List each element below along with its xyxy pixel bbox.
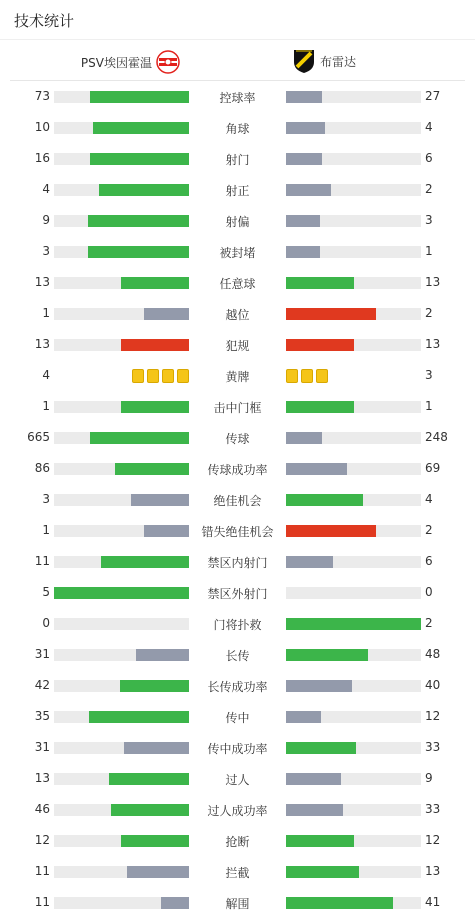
away-bar-fill <box>286 277 354 289</box>
away-value: 3 <box>425 213 433 227</box>
away-value: 33 <box>425 802 441 816</box>
home-bar-fill <box>124 742 189 754</box>
away-bar-fill <box>286 525 376 537</box>
home-bar-track <box>54 339 189 351</box>
away-bar-track <box>286 91 421 103</box>
home-bar-track <box>54 432 189 444</box>
away-bar-track <box>286 556 421 568</box>
stat-row <box>0 81 475 112</box>
home-bar-fill <box>90 153 189 165</box>
home-bar-track <box>54 680 189 692</box>
stat-label: 禁区外射门 <box>207 587 268 601</box>
home-bar-track <box>54 618 189 630</box>
home-bar-track <box>54 308 189 320</box>
stat-row <box>0 546 475 577</box>
away-bar-fill <box>286 494 363 506</box>
yellow-card-icon <box>147 369 159 383</box>
away-bar-fill <box>286 556 333 568</box>
home-bar-fill <box>121 339 189 351</box>
stat-row <box>0 422 475 453</box>
away-value: 33 <box>425 740 441 754</box>
away-bar-track <box>286 680 421 692</box>
away-bar-track <box>286 432 421 444</box>
away-bar-fill <box>286 339 354 351</box>
stat-label: 控球率 <box>219 91 256 105</box>
away-bar-track <box>286 246 421 258</box>
away-bar-track <box>286 184 421 196</box>
stat-row <box>0 608 475 639</box>
home-value: 73 <box>34 89 50 103</box>
yellow-card-icon <box>177 369 189 383</box>
away-value: 13 <box>425 864 441 878</box>
away-bar-fill <box>286 804 343 816</box>
away-bar-fill <box>286 618 421 630</box>
home-value: 11 <box>34 895 50 909</box>
home-value: 13 <box>34 275 50 289</box>
home-bar-track <box>54 711 189 723</box>
stat-row <box>0 763 475 794</box>
away-bar-track <box>286 122 421 134</box>
home-bar-fill <box>121 401 189 413</box>
home-bar-track <box>54 184 189 196</box>
home-bar-track <box>54 401 189 413</box>
away-bar-fill <box>286 153 322 165</box>
home-bar-track <box>54 556 189 568</box>
away-value: 2 <box>425 182 433 196</box>
stat-label: 传中 <box>225 711 250 725</box>
teams-header <box>10 40 465 81</box>
home-bar-fill <box>99 184 189 196</box>
stat-label: 抢断 <box>225 835 250 849</box>
away-bar-track <box>286 277 421 289</box>
away-bar-fill <box>286 122 325 134</box>
away-value: 6 <box>425 554 433 568</box>
away-value: 2 <box>425 616 433 630</box>
home-bar-fill <box>120 680 189 692</box>
stat-row <box>0 205 475 236</box>
away-bar-fill <box>286 215 320 227</box>
home-bar-fill <box>88 215 189 227</box>
away-bar-track <box>286 804 421 816</box>
away-bar-track <box>286 401 421 413</box>
home-bar-fill <box>88 246 189 258</box>
away-bar-track <box>286 215 421 227</box>
away-bar-track <box>286 711 421 723</box>
home-value: 9 <box>42 213 50 227</box>
away-value: 40 <box>425 678 441 692</box>
away-bar-track <box>286 339 421 351</box>
home-bar-track <box>54 525 189 537</box>
stat-row <box>0 112 475 143</box>
away-bar-track <box>286 587 421 599</box>
home-bar-track <box>54 91 189 103</box>
away-bar-track <box>286 308 421 320</box>
stat-label: 解围 <box>225 897 250 911</box>
stat-row <box>0 856 475 887</box>
home-bar-fill <box>89 711 189 723</box>
home-bar-track <box>54 866 189 878</box>
away-bar-track <box>286 494 421 506</box>
home-value: 42 <box>34 678 50 692</box>
home-bar-track <box>54 463 189 475</box>
stat-label: 传中成功率 <box>207 742 268 756</box>
stat-label: 传球 <box>225 432 250 446</box>
home-bar-fill <box>93 122 189 134</box>
home-bar-fill <box>161 897 189 909</box>
away-bar-track <box>286 897 421 909</box>
away-bar-fill <box>286 401 354 413</box>
away-bar-track <box>286 866 421 878</box>
away-value: 0 <box>425 585 433 599</box>
home-bar-track <box>54 246 189 258</box>
home-value: 665 <box>27 430 50 444</box>
stat-label: 门将扑救 <box>213 618 262 632</box>
yellow-card-icon <box>162 369 174 383</box>
home-value: 10 <box>34 120 50 134</box>
home-value: 1 <box>42 523 50 537</box>
away-bar-track <box>286 618 421 630</box>
home-bar-fill <box>111 804 189 816</box>
home-value: 5 <box>42 585 50 599</box>
stat-row <box>0 360 475 391</box>
away-bar-track <box>286 525 421 537</box>
home-bar-fill <box>144 308 189 320</box>
home-value: 35 <box>34 709 50 723</box>
stat-row <box>0 639 475 670</box>
away-bar-fill <box>286 897 393 909</box>
away-value: 248 <box>425 430 448 444</box>
stat-label: 绝佳机会 <box>213 494 262 508</box>
home-value: 11 <box>34 554 50 568</box>
yellow-card-icon <box>301 369 313 383</box>
home-team[interactable] <box>81 50 180 74</box>
stat-row <box>0 794 475 825</box>
home-bar-fill <box>136 649 189 661</box>
away-bar-track <box>286 835 421 847</box>
home-bar-track <box>54 835 189 847</box>
away-value: 9 <box>425 771 433 785</box>
away-bar-track <box>286 773 421 785</box>
home-value: 4 <box>42 368 50 382</box>
away-team[interactable] <box>292 48 356 74</box>
away-value: 2 <box>425 306 433 320</box>
away-bar-fill <box>286 866 359 878</box>
stat-row <box>0 236 475 267</box>
home-value: 1 <box>42 399 50 413</box>
stat-label: 长传成功率 <box>207 680 268 694</box>
stat-label: 传球成功率 <box>207 463 268 477</box>
stat-label: 过人成功率 <box>207 804 268 818</box>
stat-label: 长传 <box>225 649 250 663</box>
home-bar-track <box>54 494 189 506</box>
home-value: 31 <box>34 740 50 754</box>
away-value: 41 <box>425 895 441 909</box>
home-bar-track <box>54 649 189 661</box>
home-value: 11 <box>34 864 50 878</box>
stat-label: 错失绝佳机会 <box>201 525 274 539</box>
away-bar-fill <box>286 711 321 723</box>
home-value: 3 <box>42 244 50 258</box>
stat-row <box>0 515 475 546</box>
away-bar-track <box>286 463 421 475</box>
stat-label: 犯规 <box>225 339 250 353</box>
stat-label: 禁区内射门 <box>207 556 268 570</box>
header <box>0 0 475 40</box>
away-bar-fill <box>286 91 322 103</box>
away-bar-track <box>286 649 421 661</box>
stat-row <box>0 391 475 422</box>
away-bar-fill <box>286 463 347 475</box>
away-bar-fill <box>286 773 341 785</box>
home-bar-fill <box>90 432 189 444</box>
stat-label: 射偏 <box>225 215 250 229</box>
stat-label: 射正 <box>225 184 250 198</box>
home-bar-track <box>54 122 189 134</box>
stats-list <box>0 81 475 918</box>
home-value: 46 <box>34 802 50 816</box>
away-value: 1 <box>425 244 433 258</box>
home-bar-fill <box>109 773 189 785</box>
yellow-card-icon <box>316 369 328 383</box>
stat-row <box>0 143 475 174</box>
away-bar-fill <box>286 432 322 444</box>
stat-label: 被封堵 <box>219 246 256 260</box>
away-bar-fill <box>286 649 368 661</box>
home-bar-track <box>54 804 189 816</box>
home-bar-track <box>54 587 189 599</box>
home-value: 0 <box>42 616 50 630</box>
home-bar-fill <box>131 494 189 506</box>
away-value: 12 <box>425 833 441 847</box>
stat-row <box>0 267 475 298</box>
stat-row <box>0 732 475 763</box>
home-bar-fill <box>101 556 189 568</box>
away-value: 12 <box>425 709 441 723</box>
away-value: 3 <box>425 368 433 382</box>
stat-label: 角球 <box>225 122 250 136</box>
away-value: 1 <box>425 399 433 413</box>
stat-row <box>0 484 475 515</box>
home-yellow-cards <box>132 369 189 383</box>
away-value: 4 <box>425 120 433 134</box>
stat-label: 任意球 <box>219 277 256 291</box>
stat-label: 过人 <box>225 773 250 787</box>
away-bar-track <box>286 153 421 165</box>
home-value: 12 <box>34 833 50 847</box>
away-bar-track <box>286 742 421 754</box>
away-value: 2 <box>425 523 433 537</box>
home-value: 13 <box>34 337 50 351</box>
home-value: 31 <box>34 647 50 661</box>
stat-row <box>0 701 475 732</box>
stat-row <box>0 825 475 856</box>
stat-label: 黄牌 <box>225 370 250 384</box>
home-value: 16 <box>34 151 50 165</box>
home-team-name: PSV埃因霍温 <box>80 55 152 70</box>
home-bar-fill <box>121 277 189 289</box>
home-bar-fill <box>115 463 189 475</box>
page-title: 技术统计 <box>14 12 75 30</box>
home-value: 13 <box>34 771 50 785</box>
psv-logo-icon <box>156 50 180 74</box>
stat-label: 射门 <box>225 153 250 167</box>
yellow-card-icon <box>132 369 144 383</box>
away-bar-fill <box>286 742 356 754</box>
home-bar-fill <box>144 525 189 537</box>
home-value: 3 <box>42 492 50 506</box>
home-bar-track <box>54 742 189 754</box>
away-bar-fill <box>286 308 376 320</box>
away-bar-fill <box>286 246 320 258</box>
home-bar-track <box>54 215 189 227</box>
stat-label: 越位 <box>225 308 250 322</box>
home-bar-track <box>54 773 189 785</box>
away-yellow-cards <box>286 369 328 383</box>
stat-row <box>0 453 475 484</box>
home-bar-fill <box>54 587 189 599</box>
nac-breda-logo-icon <box>292 48 316 74</box>
stat-label: 拦截 <box>225 866 250 880</box>
stat-row <box>0 174 475 205</box>
stat-row <box>0 298 475 329</box>
away-value: 13 <box>425 337 441 351</box>
away-bar-fill <box>286 184 331 196</box>
away-value: 13 <box>425 275 441 289</box>
home-bar-track <box>54 153 189 165</box>
stat-row <box>0 887 475 918</box>
away-team-name: 布雷达 <box>320 54 357 69</box>
home-bar-track <box>54 897 189 909</box>
away-bar-fill <box>286 680 352 692</box>
home-bar-fill <box>121 835 189 847</box>
away-value: 4 <box>425 492 433 506</box>
home-value: 1 <box>42 306 50 320</box>
home-bar-fill <box>127 866 189 878</box>
away-value: 69 <box>425 461 441 475</box>
home-bar-fill <box>90 91 189 103</box>
home-value: 4 <box>42 182 50 196</box>
home-bar-track <box>54 277 189 289</box>
away-value: 48 <box>425 647 441 661</box>
stat-row <box>0 577 475 608</box>
yellow-card-icon <box>286 369 298 383</box>
away-value: 6 <box>425 151 433 165</box>
stat-row <box>0 670 475 701</box>
away-bar-fill <box>286 835 354 847</box>
home-value: 86 <box>34 461 50 475</box>
stat-label: 击中门框 <box>213 401 262 415</box>
away-value: 27 <box>425 89 441 103</box>
stat-row <box>0 329 475 360</box>
